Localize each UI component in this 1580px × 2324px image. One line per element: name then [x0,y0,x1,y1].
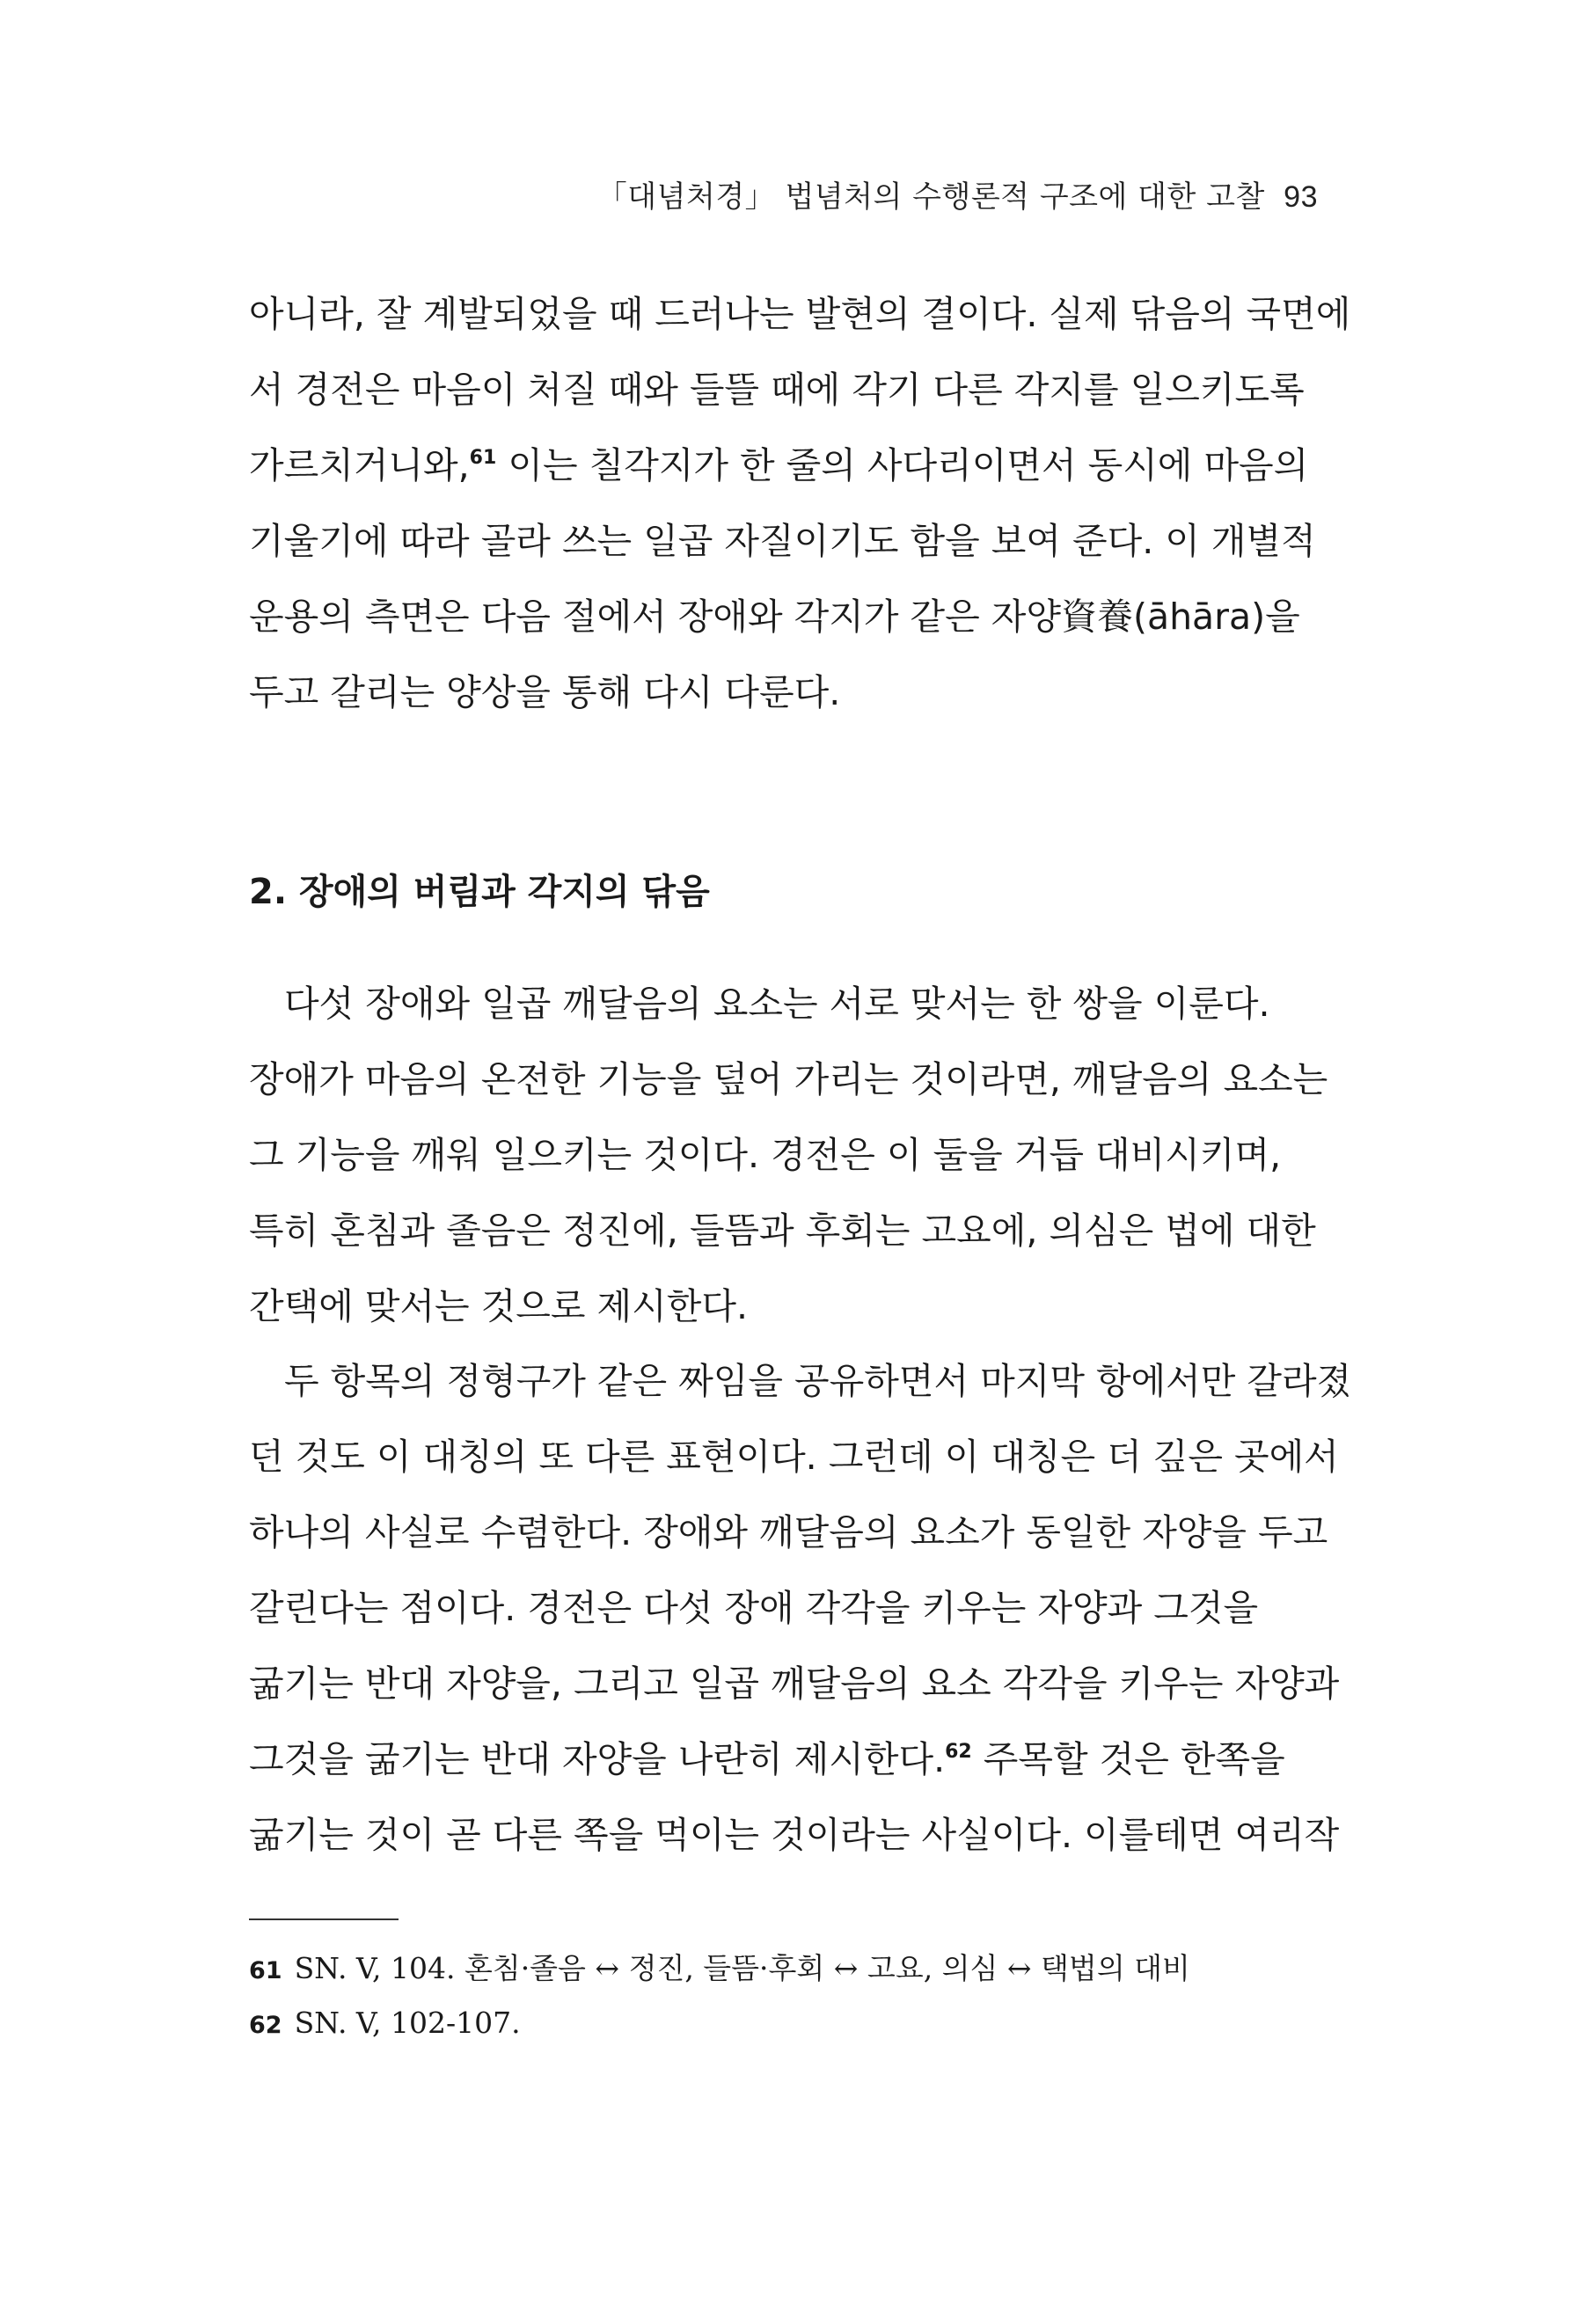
paragraph-1 [249,285,1351,739]
text-line: 장애가 마음의 온전한 기능을 덮어 가리는 것이라면, 깨달음의 요소는 [249,1058,1328,1100]
footnote-separator [249,1918,399,1920]
running-title: 「대념처경」 법념처의 수행론적 구조에 대한 고찰 [596,179,1265,215]
text-line: 다섯 장애와 일곱 깨달음의 요소는 서로 맞서는 한 쌍을 이룬다. [284,983,1270,1025]
paragraph-3 [249,1352,1352,1882]
text-line: 두고 갈리는 양상을 통해 다시 다룬다. [249,671,841,713]
text-line: 하나의 사실로 수렴한다. 장애와 깨달음의 요소가 동일한 자양을 두고 [249,1511,1328,1553]
text-line: 특히 혼침과 졸음은 정진에, 들뜸과 후회는 고요에, 의심은 법에 대한 [249,1210,1316,1252]
footnote-61 [249,1946,1319,2006]
section-heading: 2. 장애의 버림과 각지의 닦음 [249,872,710,912]
text-line: 운용의 측면은 다음 절에서 장애와 각지가 같은 자양資養(āhāra)을 [249,596,1300,638]
page-number: 93 [1284,180,1318,214]
footnote-text: SN. V, 104. 혼침·졸음 ↔ 정진, 들뜸·후회 ↔ 고요, 의심 ↔ 택법의 대비 [294,1951,1190,1985]
text-line: 서 경전은 마음이 처질 때와 들뜰 때에 각기 다른 각지를 일으키도록 [249,369,1305,411]
text-line: 기울기에 따라 골라 쓰는 일곱 자질이기도 함을 보여 준다. 이 개별적 [249,520,1316,562]
text-line: 굶기는 것이 곧 다른 쪽을 먹이는 것이라는 사실이다. 이를테면 여리작 [249,1814,1340,1856]
text-line: 가르치거니와,$^{61}$ 이는 칠각지가 한 줄의 사다리이면서 동시에 마음의 [249,444,1309,486]
running-header [597,172,1318,216]
text-line: 그 기능을 깨워 일으키는 것이다. 경전은 이 둘을 거듭 대비시키며, [249,1134,1282,1176]
footnote-ref-62[interactable]: 62 [945,1741,972,1763]
text-line: 두 항목의 정형구가 같은 짜임을 공유하면서 마지막 항에서만 갈라졌 [284,1360,1352,1402]
text-line: 그것을 굶기는 반대 자양을 나란히 제시한다.$^{62}$ 주목할 것은 한쪽을 [249,1738,1285,1780]
text-line: 아니라, 잘 계발되었을 때 드러나는 발현의 결이다. 실제 닦음의 국면에 [249,293,1351,335]
paragraph-2 [249,975,1328,1353]
text-line: 갈린다는 점이다. 경전은 다섯 장애 각각을 키우는 자양과 그것을 [249,1587,1259,1629]
text-line: 던 것도 이 대칭의 또 다른 표현이다. 그런데 이 대칭은 더 깊은 곳에서 [249,1436,1339,1478]
footnote-ref-61[interactable]: 61 [469,447,497,469]
footnotes [249,1946,1319,2065]
footnote-number: 61 [249,1957,282,1984]
text-line: 간택에 맞서는 것으로 제시한다. [249,1285,749,1327]
footnote-text: SN. V, 102-107. [294,2006,521,2040]
footnote-62 [249,2006,1319,2065]
text-line: 굶기는 반대 자양을, 그리고 일곱 깨달음의 요소 각각을 키우는 자양과 [249,1663,1340,1705]
footnote-number: 62 [249,2012,282,2039]
